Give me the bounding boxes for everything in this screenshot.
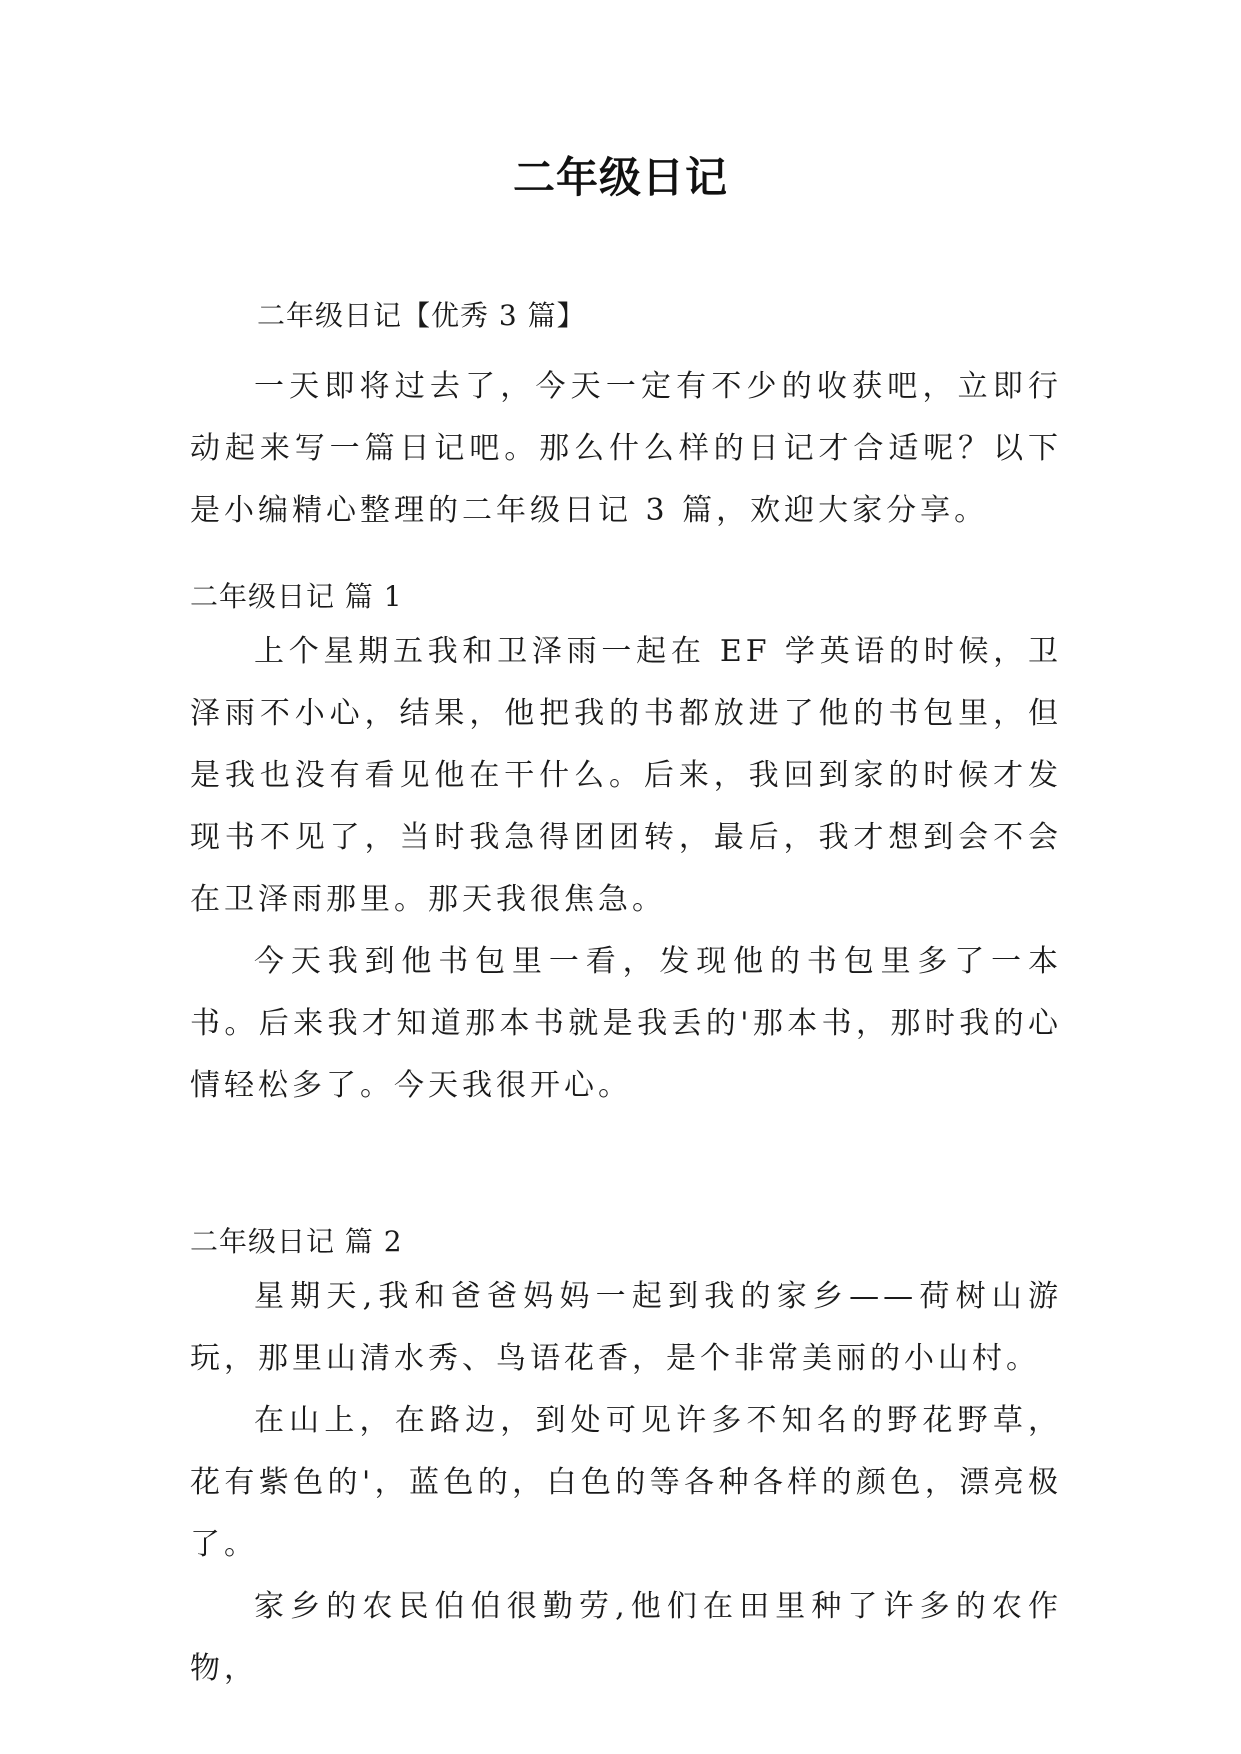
entry-2-paragraph-1: 星期天,我和爸爸妈妈一起到我的家乡——荷树山游玩，那里山清水秀、鸟语花香，是个非常美丽的小山村。: [190, 1279, 1062, 1376]
entry-1-paragraph-2: 今天我到他书包里一看，发现他的书包里多了一本书。后来我才知道那本书就是我丢的'那本书，那时我的心情轻松多了。今天我很开心。: [190, 944, 1062, 1103]
entry-2-paragraph-2: 在山上，在路边，到处可见许多不知名的野花野草，花有紫色的'，蓝色的，白色的等各种各样的颜色，漂亮极了。: [190, 1403, 1062, 1562]
entry-1-heading: 二年级日记 篇 1: [190, 580, 403, 613]
intro-section: [190, 356, 1062, 542]
entry-1-paragraph-1: 上个星期五我和卫泽雨一起在 EF 学英语的时候，卫泽雨不小心，结果，他把我的书都放进了他的书包里，但是我也没有看见他在干什么。后来，我回到家的时候才发现书不见了，当时我急得团团转，最后，我才想到会不会在卫泽雨那里。那天我很焦急。: [190, 634, 1062, 917]
intro-paragraph: 一天即将过去了，今天一定有不少的收获吧，立即行动起来写一篇日记吧。那么什么样的日记才合适呢？以下是小编精心整理的二年级日记 3 篇，欢迎大家分享。: [190, 369, 1062, 528]
entry-2-body: [190, 1266, 1062, 1700]
document-subtitle: 二年级日记【优秀 3 篇】: [257, 299, 586, 332]
document-title: 二年级日记: [512, 153, 728, 202]
entry-2-heading: 二年级日记 篇 2: [190, 1225, 403, 1258]
entry-1-body: [190, 621, 1062, 1117]
entry-2-paragraph-3: 家乡的农民伯伯很勤劳,他们在田里种了许多的农作物，: [190, 1589, 1062, 1686]
